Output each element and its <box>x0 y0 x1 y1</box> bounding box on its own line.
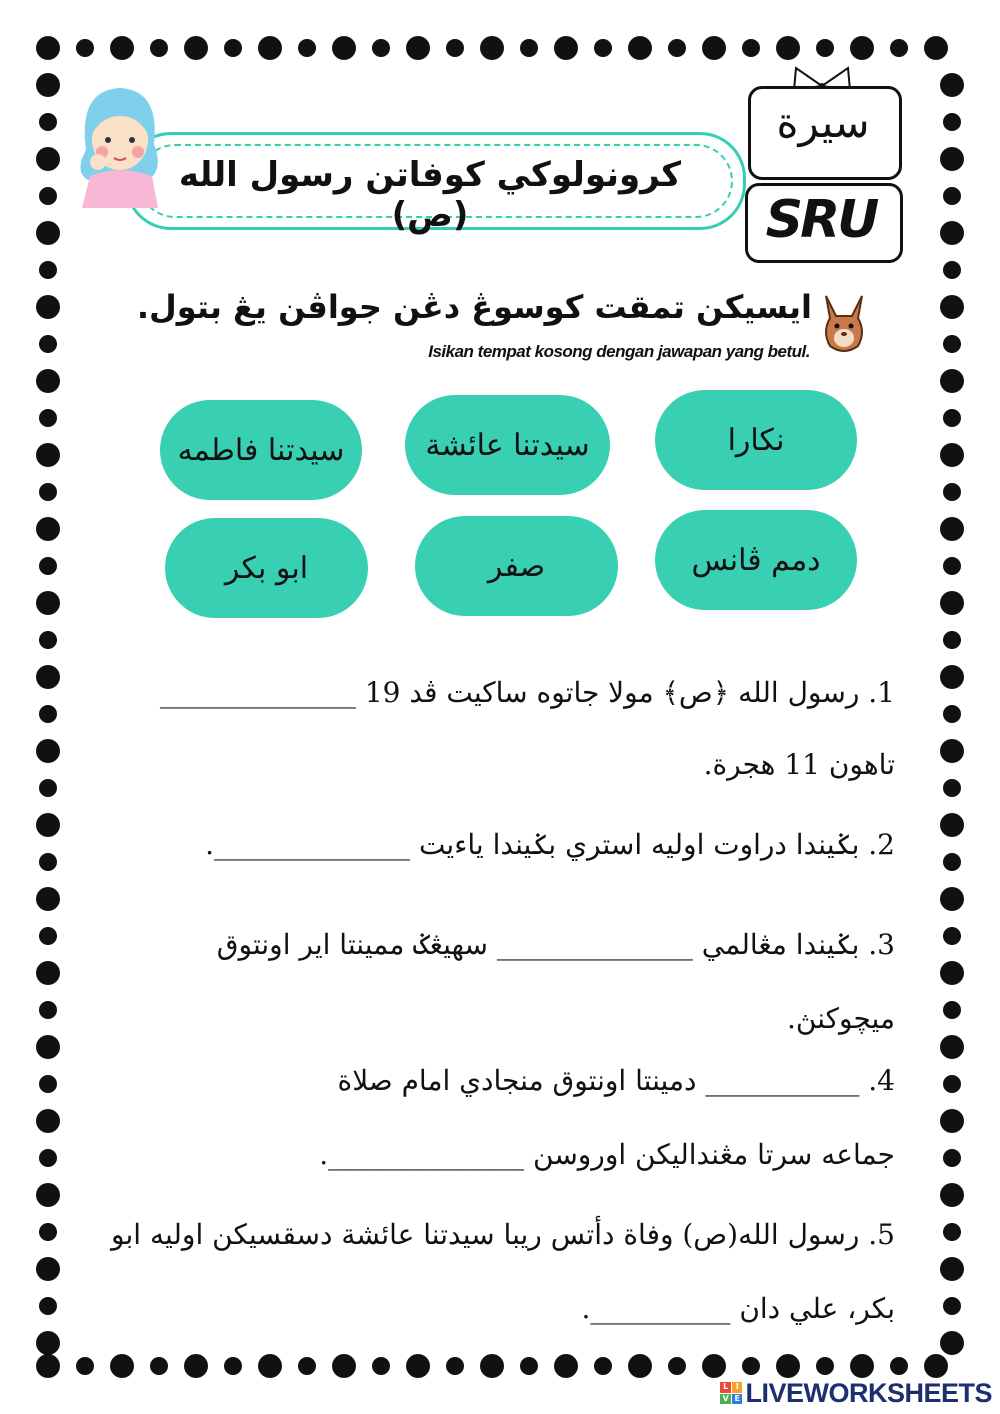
subject-code: SRU <box>765 190 877 250</box>
subject-arabic: سيرة <box>776 98 870 147</box>
logo-text: LIVEWORKSHEETS <box>745 1377 992 1408</box>
liveworksheets-logo[interactable] <box>720 1377 992 1409</box>
logo-badge-icon: L I V E <box>720 1382 742 1404</box>
question-5-line-2: بكر، علي دان __________. <box>581 1292 895 1325</box>
question-1-line-2: تاهون 11 هجرة. <box>703 748 895 781</box>
instruction-jawi: ايسيكن تمقت كوسوڠ دڠن جواڤن يڠ بتول. <box>136 288 812 326</box>
squirrel-icon <box>818 292 870 356</box>
question-5-line-1: 5. رسول الله(ص) وفاة دأتس ريبا سيدتنا عائشة دسقسيكن اوليه ابو <box>111 1218 895 1251</box>
page-title: كرونولوكي كوفاتن رسول الله (ص) <box>178 155 682 235</box>
question-3-line-2: ميچوكنڽ. <box>787 1002 895 1035</box>
option-chip-3[interactable]: سيدتنا فاطمه <box>160 400 362 500</box>
instruction-malay: Isikan tempat kosong dengan jawapan yang betul. <box>428 342 810 361</box>
hijab-girl-icon <box>68 80 168 210</box>
question-1-line-1: 1. رسول الله ﴿ص﴾ مولا جاتوه ساكيت ڤد 19 ______________ <box>159 676 895 709</box>
option-chip-5[interactable]: صفر <box>415 516 618 616</box>
option-chip-1[interactable]: نكارا <box>655 390 857 490</box>
option-chip-6[interactable]: ابو بكر <box>165 518 368 618</box>
question-2-line-1: 2. بݢيندا دراوت اوليه استري بݢيندا ياءيت ______________. <box>205 828 895 861</box>
option-chip-2[interactable]: سيدتنا عائشة <box>405 395 610 495</box>
option-chip-4[interactable]: دمم ڤانس <box>655 510 857 610</box>
question-4-line-1: 4. ___________ دمينتا اونتوق منجادي امام صلاة <box>337 1064 895 1097</box>
question-3-line-1: 3. بݢيندا مڠالمي ______________ سهيڠݢ ممينتا اير اونتوق <box>216 928 895 961</box>
question-4-line-2: جماعه سرتا مڠنداليكن اوروسن ______________. <box>319 1138 895 1171</box>
